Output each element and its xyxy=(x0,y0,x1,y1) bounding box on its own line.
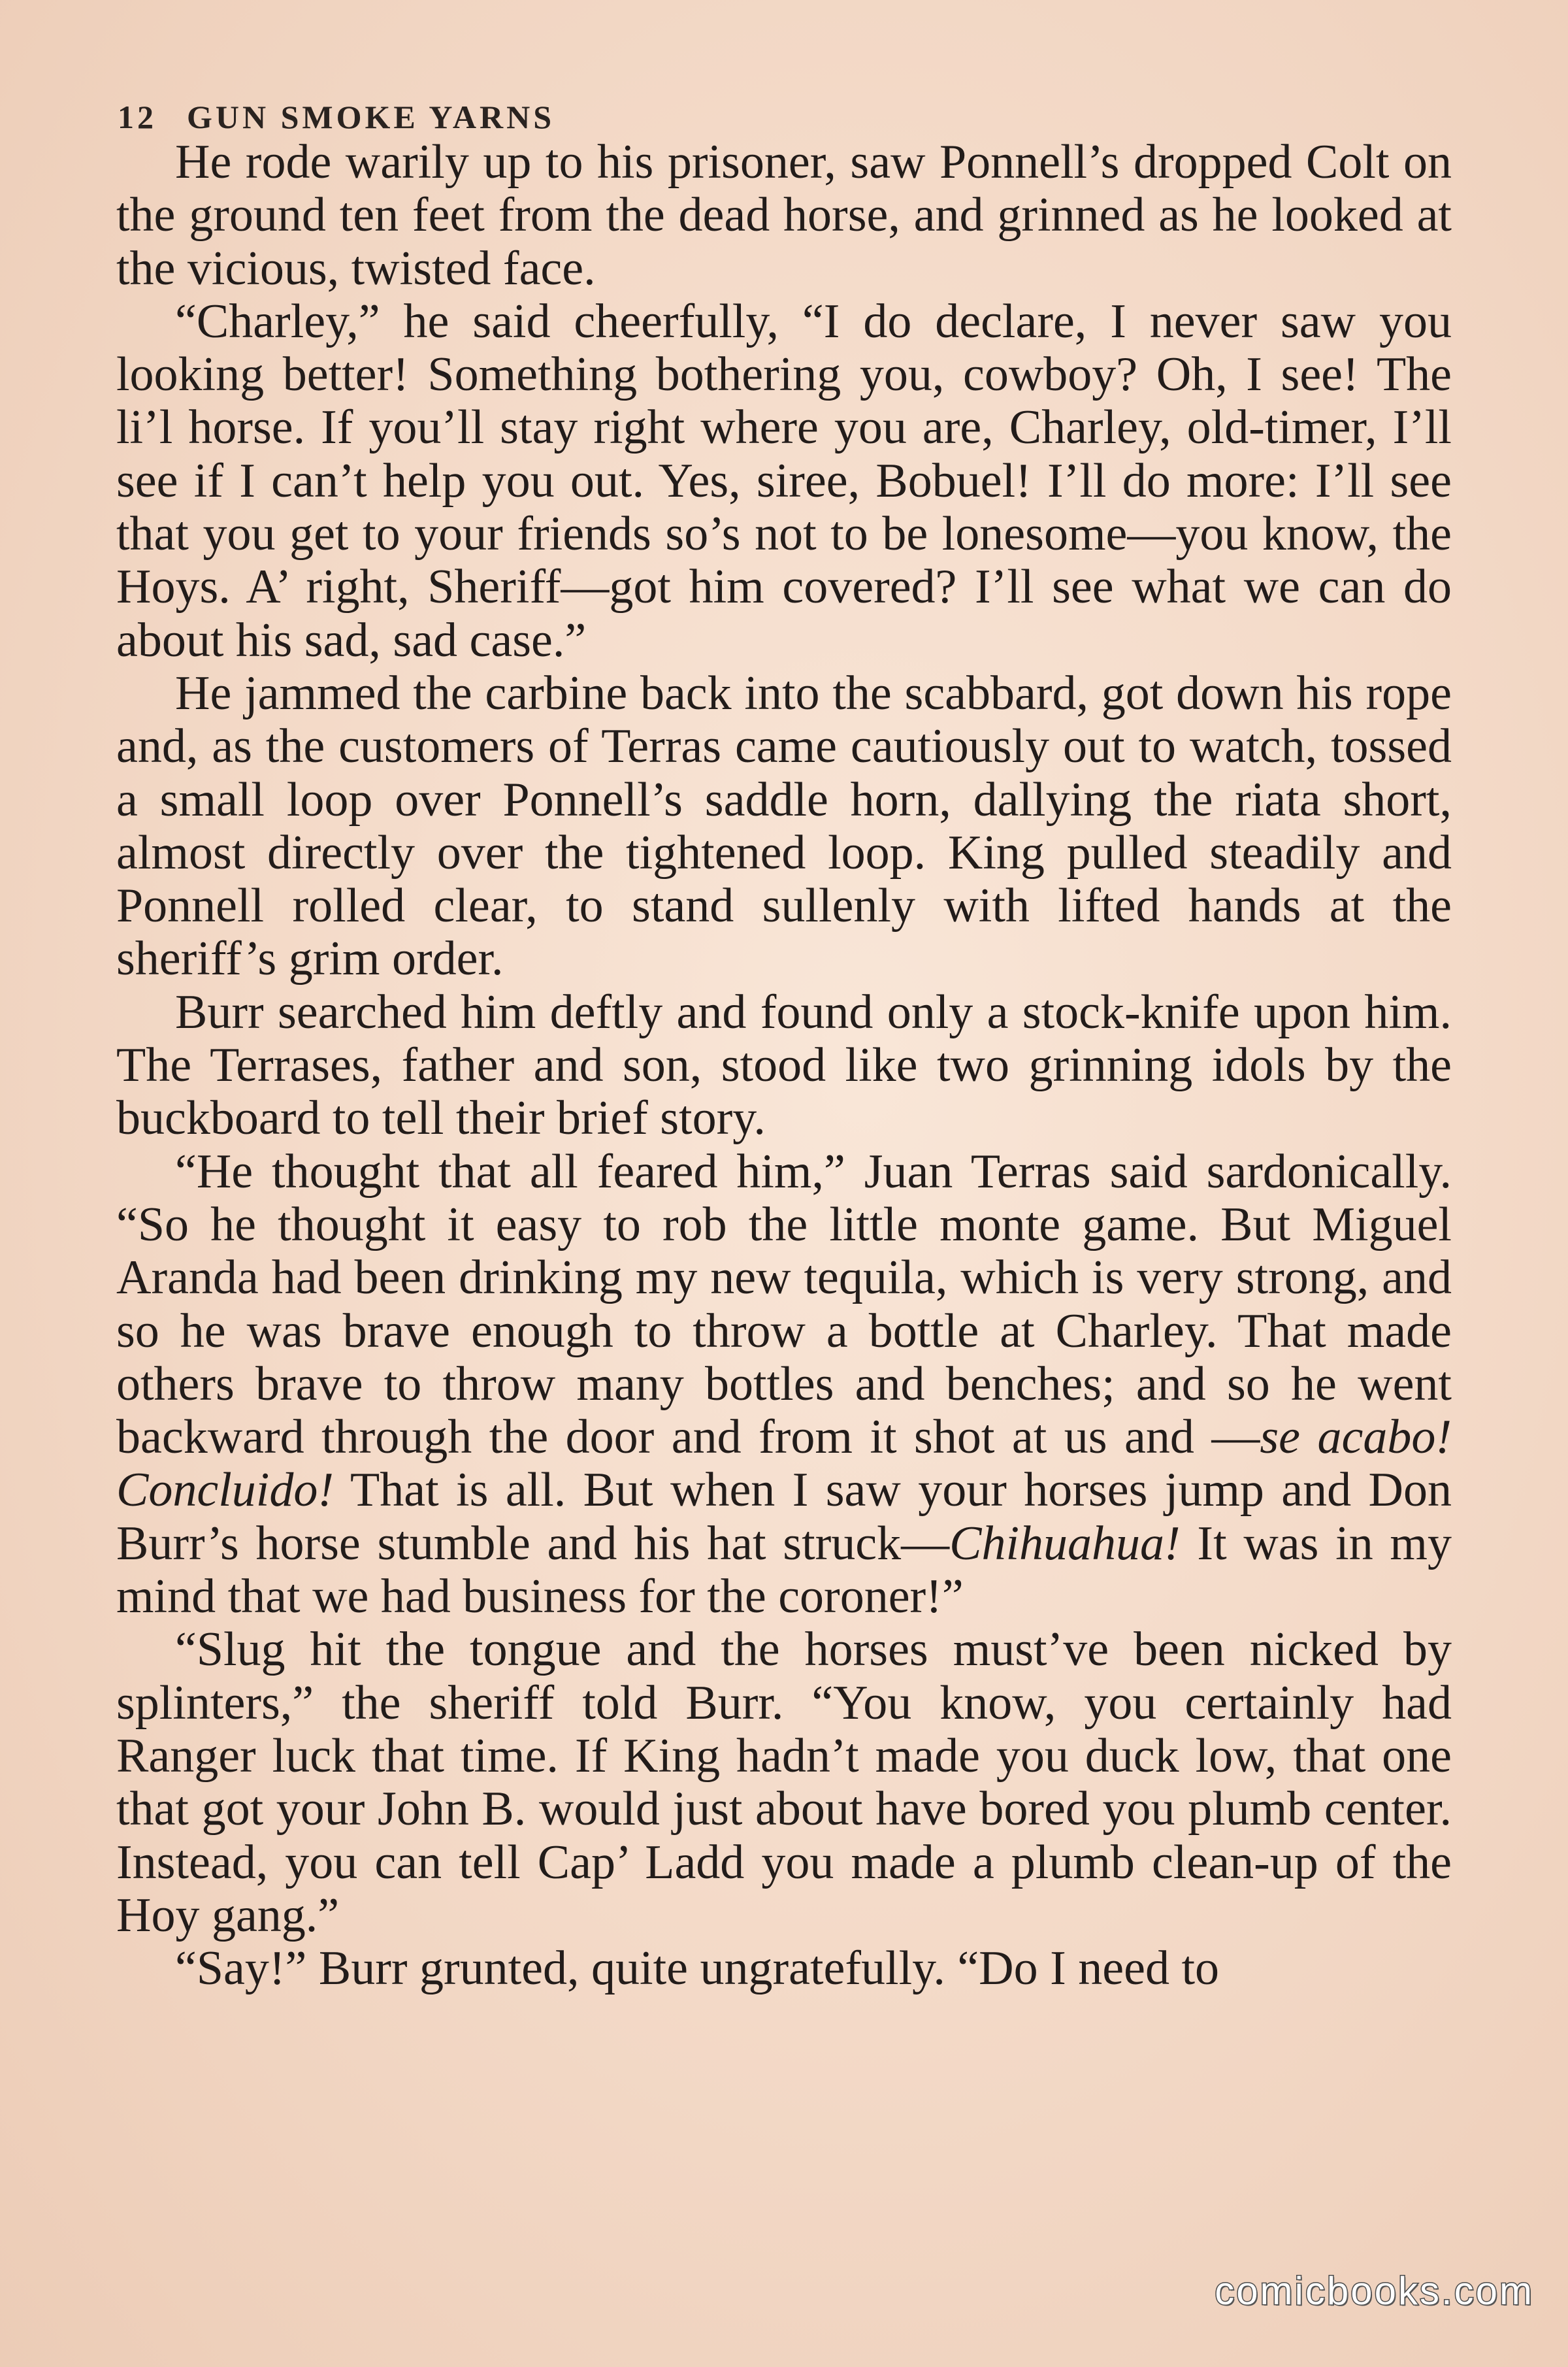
paragraph: “Say!” Burr grunted, quite ungratefully. “Do I need to xyxy=(175,1942,1220,1996)
paragraph: Burr searched him deftly and found only a stock-knife upon him. The Terrases, father and son, stood like two grinning idols by the buckboard to tell their brief story. xyxy=(116,985,1452,1146)
paragraph: He jammed the carbine back into the scabbard, got down his rope and, as the customers of Terras came cautiously out to watch, tossed a small loop over Ponnell’s saddle horn, dallying the riata short, almost directly over the tightened loop. King pulled steadily and Ponnell rolled clear, to stand sullenly with lifted hands at the sheriff’s grim order. xyxy=(116,666,1452,986)
body-text xyxy=(116,136,1452,1995)
paragraph-text: It was in my mind that we had business for the coroner!” xyxy=(116,1516,1452,1624)
paragraph: He rode warily up to his prisoner, saw Ponnell’s dropped Colt on the ground ten feet from the dead horse, and grinned as he looked at the vicious, twisted face. xyxy=(116,135,1452,295)
paragraph xyxy=(116,1146,1452,1624)
running-header xyxy=(118,98,555,136)
paragraph: “Slug hit the tongue and the horses must’ve been nicked by splinters,” the sheriff told Burr. “You know, you certainly had Ranger luck that time. If King hadn’t made you duck low, that one that got your John B. would just about have bored you plumb center. Instead, you can tell Cap’ Ladd you made a plumb clean-up of the Hoy gang.” xyxy=(116,1623,1452,1942)
paragraph: “Charley,” he said cheerfully, “I do declare, I never saw you looking better! Something bothering you, cowboy? Oh, I see! The li’l horse. If you’ll stay right where you are, Charley, old-timer, I’ll see if I can’t help you out. Yes, siree, Bobuel! I’ll do more: I’ll see that you get to your friends so’s not to be lonesome—you know, the Hoys. A’ right, Sheriff—got him covered? I’ll see what we can do about his sad, sad case.” xyxy=(116,294,1452,667)
paragraph-text: That is all. But when I saw your horses jump and Don Burr’s horse stumble and his hat struck— xyxy=(116,1463,1452,1570)
paragraph-text: “He thought that all feared him,” Juan Terras said sardonically. “So he thought it easy to rob the little monte game. But Miguel Aranda had been drinking my new tequila, which is very strong, and so he was brave enough to throw a bottle at Charley. That made others brave to throw many bottles and benches; and so he went backward through the door and from it shot at us and — xyxy=(116,1144,1452,1465)
watermark: comicbooks.com xyxy=(1215,2269,1534,2313)
page-number: 12 xyxy=(118,99,157,135)
italic-phrase: Chihuahua! xyxy=(949,1516,1181,1570)
italic-phrase: se acabo! Concluido! xyxy=(116,1410,1452,1517)
running-title: GUN SMOKE YARNS xyxy=(187,99,555,135)
